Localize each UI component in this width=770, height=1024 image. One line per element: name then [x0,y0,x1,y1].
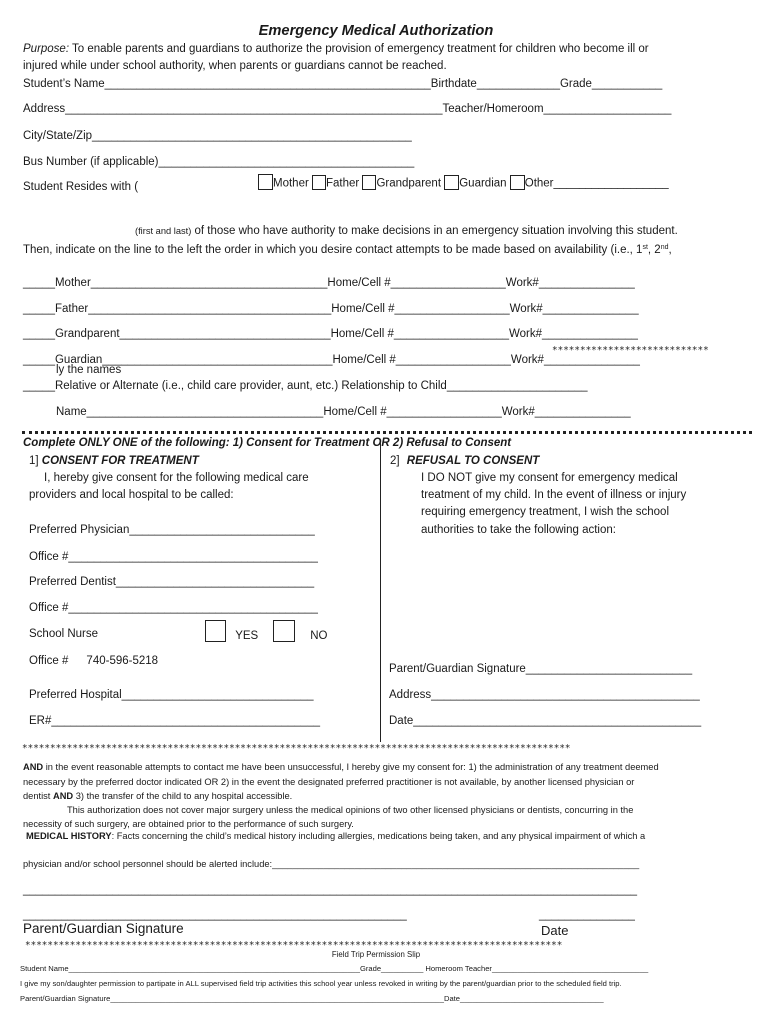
refusal-text-4: authorities to take the following action: [421,524,616,536]
medical-history-label: MEDICAL HISTORY [26,831,112,841]
refusal-address-field[interactable]: Address__________________________________________ [389,689,700,701]
grandparent-checkbox[interactable] [362,175,376,190]
refusal-text-3: requiring emergency treatment, I wish the school [421,506,670,518]
physician-office-field[interactable]: Office #_______________________________________ [29,551,318,563]
medical-history-field[interactable]: physician and/or school personnel should be alerted include:_______________________________________________________________________ [23,859,640,869]
mother-option-label: Mother [273,177,309,190]
contacts-intro-text-2b: , 2 [647,244,661,256]
column-divider [380,442,381,742]
preferred-dentist-field[interactable]: Preferred Dentist_______________________________ [29,576,315,588]
consent-text-1: I, hereby give consent for the following medical care [44,472,309,484]
superscript-nd: nd [660,244,669,251]
field-trip-student-row[interactable]: Student Name_____________________________________________________________________Grade__________ Homeroom Teacher_____________________________________ [20,964,649,973]
school-nurse-label: School Nurse [29,628,99,640]
refusal-title: REFUSAL TO CONSENT [406,455,540,467]
resides-with-label: Student Resides with ( [23,181,139,193]
contact-grandparent-row[interactable]: _____Grandparent_________________________________Home/Cell #__________________Work#_______________ [23,328,638,340]
contact-stars: **************************** [552,345,709,356]
resides-with-options [258,174,669,190]
nurse-office-row [29,656,158,668]
nurse-no-checkbox[interactable] [273,620,295,642]
purpose-text-1: To enable parents and guardians to authorize the provision of emergency treatment for children who become ill or [69,43,649,55]
date-label: Date [541,923,569,938]
medical-history-line-1 [26,832,645,841]
authorization-text-1: in the event reasonable attempts to contact me have been unsuccessful, I hereby give my consent for: 1) the administration of any treatment deemed [43,762,659,772]
contacts-intro-line-2 [23,244,672,257]
other-checkbox[interactable] [510,175,525,190]
surgery-line-1: This authorization does not cover major surgery unless the medical opinions of two other licensed physicians or dentists, concurring in the [67,805,634,815]
first-and-last-note: (first and last) [135,226,192,236]
nurse-office-label: Office # [29,655,69,667]
superscript-st: st [642,244,648,251]
student-name-field[interactable]: Student’s Name___________________________________________________Birthdate_____________Grade___________ [23,78,663,90]
refusal-number: 2] [390,455,400,467]
authorization-line-3 [23,792,292,801]
consent-text-2: providers and local hospital to be called: [29,489,234,501]
medical-history-text-1: : Facts concerning the child’s medical history including allergies, medications being taken, and any physical impairment of which a [111,831,646,841]
nurse-yes-option [205,620,258,642]
nurse-office-number: 740-596-5218 [86,655,159,667]
and-emphasis-1: AND [23,762,44,772]
contacts-intro-line-1 [135,226,678,238]
authorization-text-3a: dentist [23,791,53,801]
star-separator: ************************************************************************************************** [22,743,571,754]
consent-title-row [29,456,199,468]
nurse-no-label: NO [310,629,328,642]
dentist-office-field[interactable]: Office #_______________________________________ [29,602,318,614]
date-line[interactable]: _______________ [539,909,635,921]
contact-father-row[interactable]: _____Father______________________________________Home/Cell #__________________Work#_______________ [23,303,639,315]
refusal-signature-field[interactable]: Parent/Guardian Signature__________________________ [389,663,693,675]
parent-signature-label: Parent/Guardian Signature [23,921,184,936]
field-trip-signature-row[interactable]: Parent/Guardian Signature_______________________________________________________________________________Date__________________________________ [20,994,604,1003]
nurse-yes-checkbox[interactable] [205,620,226,642]
field-trip-title: Field Trip Permission Slip [331,950,421,959]
guardian-checkbox[interactable] [444,175,459,190]
authorization-line-1 [23,763,659,772]
nurse-no-option [273,620,327,642]
refusal-text-2: treatment of my child. In the event of illness or injury [421,489,687,501]
choice-heading: Complete ONLY ONE of the following: 1) Consent for Treatment OR 2) Refusal to Consent [23,437,512,449]
grandparent-option-label: Grandparent [376,177,442,190]
preferred-physician-field[interactable]: Preferred Physician_____________________________ [29,524,315,536]
surgery-line-2: necessity of such surgery, are obtained prior to the performance of such surgery. [23,819,354,829]
purpose-line-2: injured while under school authority, when parents or guardians cannot be reached. [23,60,447,72]
contacts-intro-text-1: of those who have authority to make decisions in an emergency situation involving this student. [191,225,678,237]
consent-title: CONSENT FOR TREATMENT [41,455,199,467]
contact-mother-row[interactable]: _____Mother_____________________________________Home/Cell #__________________Work#_______________ [23,277,635,289]
contact-name-row[interactable]: Name_____________________________________Home/Cell #__________________Work#_______________ [56,406,631,418]
refusal-title-row [390,456,539,468]
city-state-zip-field[interactable]: City/State/Zip__________________________________________________ [23,130,412,142]
other-option-field[interactable]: Other__________________ [524,177,669,190]
refusal-text-1: I DO NOT give my consent for emergency medical [421,472,678,484]
refusal-date-field[interactable]: Date_____________________________________________ [389,715,702,727]
address-field[interactable]: Address___________________________________________________________Teacher/Homeroom____________________ [23,103,672,115]
bottom-star-separator: ************************************************************************************************ [25,940,563,951]
bus-number-field[interactable]: Bus Number (if applicable)________________________________________ [23,156,415,168]
contact-guardian-row[interactable]: _____Guardian____________________________________Home/Cell #__________________Work#_______________ [23,354,640,366]
guardian-option-label: Guardian [459,177,507,190]
field-trip-permission-text: I give my son/daughter permission to partipate in ALL supervised field trip activities this school year unless revoked in writing by the parent/guardian prior to the scheduled field trip. [20,979,622,988]
purpose-line-1 [23,44,649,56]
authorization-text-3b: 3) the transfer of the child to any hospital accessible. [73,791,293,801]
and-emphasis-2: AND [52,791,74,801]
page-title: Emergency Medical Authorization [258,22,494,39]
contact-relative-row[interactable]: _____Relative or Alternate (i.e., child care provider, aunt, etc.) Relationship to Child______________________ [23,380,588,392]
contacts-intro-text-2c: , [668,244,672,256]
father-checkbox[interactable] [312,175,326,190]
contacts-intro-text-2a: Then, indicate on the line to the left the order in which you desire contact attempts to be made based on availability (i.e., 1 [23,244,643,256]
guardian-overlap-text: ly the names [56,364,122,376]
consent-number: 1] [29,455,39,467]
mother-checkbox[interactable] [258,174,273,190]
signature-line[interactable]: ____________________________________________________________ [23,909,407,921]
er-field[interactable]: ER#__________________________________________ [29,715,320,727]
authorization-line-2: necessary by the preferred doctor indicated OR 2) in the event the designated preferred practitioner is not available, by another licensed physician or [23,777,635,787]
nurse-yes-label: YES [235,629,259,642]
father-option-label: Father [326,177,360,190]
preferred-hospital-field[interactable]: Preferred Hospital______________________________ [29,689,314,701]
purpose-label: Purpose: [23,43,70,55]
dotted-separator [22,431,752,434]
medical-history-line-blank-1[interactable]: ________________________________________________________________________________________________ [23,884,637,896]
